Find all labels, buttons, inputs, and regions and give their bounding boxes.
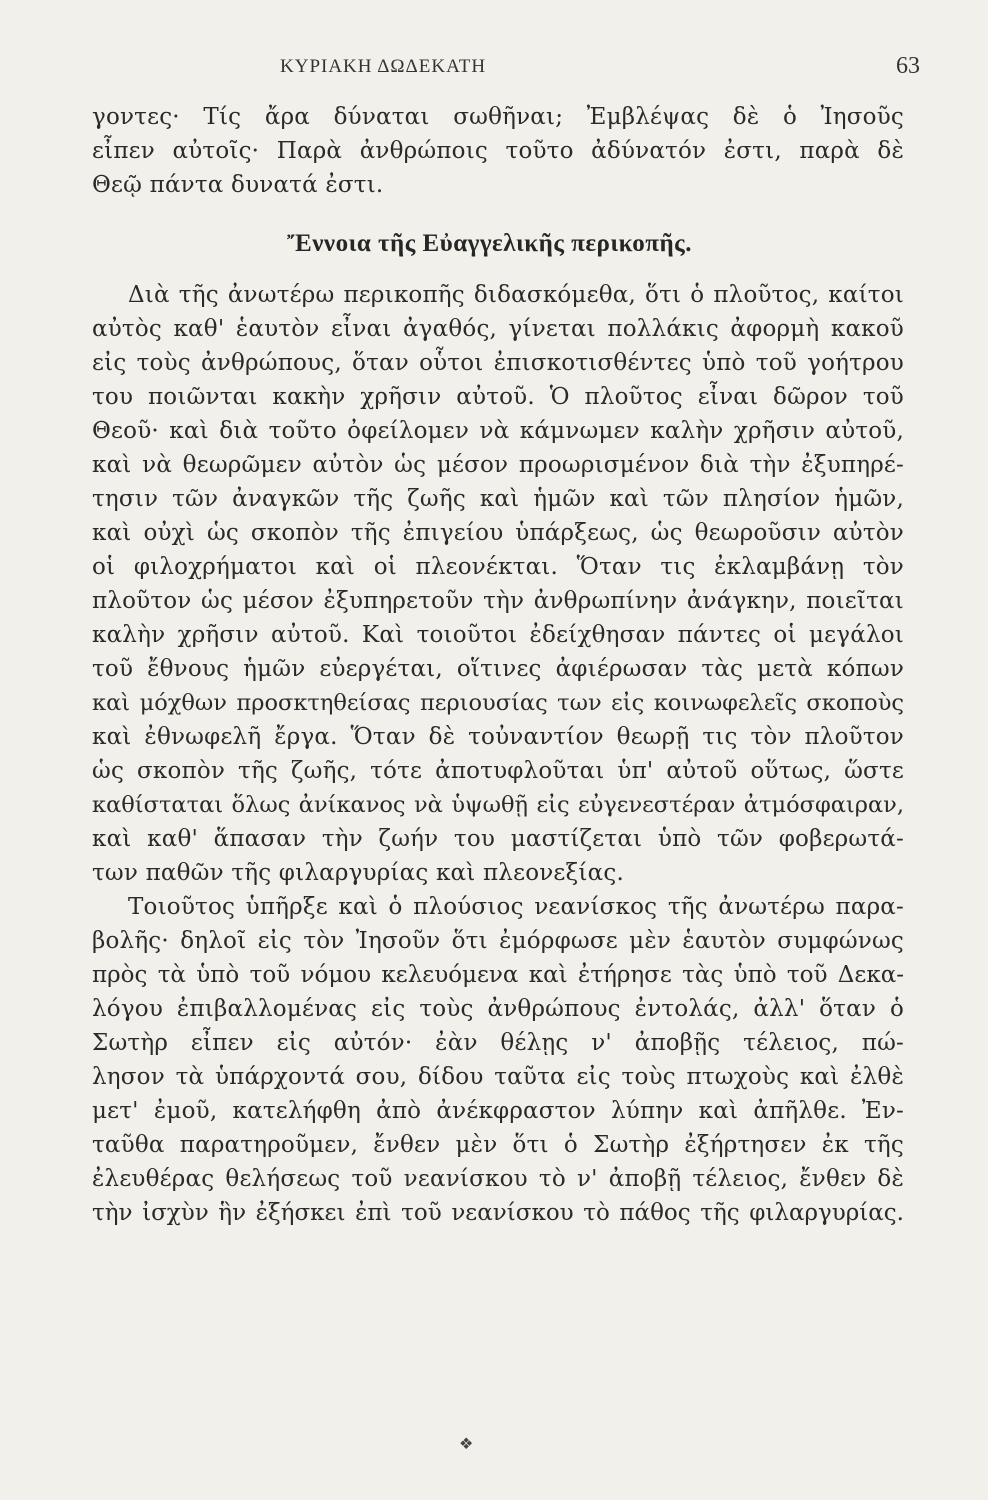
text-line: τὴν ἰσχὺν ἣν ἐξήσκει ἐπὶ τοῦ νεανίσκου τὸ πάθος τῆς φιλαργυρίας. xyxy=(92,1200,904,1226)
text-line: εἰς τοὺς ἀνθρώπους, ὅταν οὗτοι ἐπισκοτισθέντες ὑπὸ τοῦ γοήτρου xyxy=(92,350,904,376)
text-line: τησιν τῶν ἀναγκῶν τῆς ζωῆς καὶ ἡμῶν καὶ τῶν πλησίον ἡμῶν, xyxy=(92,486,904,512)
text-line: καλὴν χρῆσιν αὐτοῦ. Καὶ τοιοῦτοι ἐδείχθησαν πάντες οἱ μεγάλοι xyxy=(92,622,904,648)
text-line: εἶπεν αὐτοῖς· Παρὰ ἀνθρώποις τοῦτο ἀδύνατόν ἐστι, παρὰ δὲ xyxy=(92,138,904,164)
paragraph-1 xyxy=(92,100,904,202)
text-line: πρὸς τὰ ὑπὸ τοῦ νόμου κελευόμενα καὶ ἐτήρησε τὰς ὑπὸ τοῦ Δεκα- xyxy=(92,962,904,988)
text-line: ἐλευθέρας θελήσεως τοῦ νεανίσκου τὸ ν' ἀποβῇ τέλειος, ἔνθεν δὲ xyxy=(92,1166,904,1192)
paragraph-2 xyxy=(92,278,904,890)
text-line: οἱ φιλοχρήματοι καὶ οἱ πλεονέκται. Ὅταν τις ἐκλαμβάνῃ τὸν xyxy=(92,554,904,580)
running-head xyxy=(120,53,920,86)
text-line: ταῦθα παρατηροῦμεν, ἔνθεν μὲν ὅτι ὁ Σωτὴρ ἐξήρτησεν ἐκ τῆς xyxy=(92,1132,904,1158)
text-line: καὶ νὰ θεωρῶμεν αὐτὸν ὡς μέσον προωρισμένον διὰ τὴν ἐξυπηρέ- xyxy=(92,452,904,478)
text-line: καὶ μόχθων προσκτηθείσας περιουσίας των εἰς κοινωφελεῖς σκοποὺς xyxy=(92,690,904,716)
text-line: καθίσταται ὅλως ἀνίκανος νὰ ὑψωθῇ εἰς εὐγενεστέραν ἀτμόσφαιραν, xyxy=(92,792,904,818)
text-line: Σωτὴρ εἶπεν εἰς αὐτόν· ἐὰν θέλῃς ν' ἀποβῇς τέλειος, πώ- xyxy=(92,1030,904,1056)
text-line: καὶ ἐθνωφελῆ ἔργα. Ὅταν δὲ τοὐναντίον θεωρῇ τις τὸν πλοῦτον xyxy=(92,724,904,750)
text-line: Θεοῦ· καὶ διὰ τοῦτο ὀφείλομεν νὰ κάμνωμεν καλὴν χρῆσιν αὐτοῦ, xyxy=(92,418,904,444)
text-line: ὡς σκοπὸν τῆς ζωῆς, τότε ἀποτυφλοῦται ὑπ' αὐτοῦ οὕτως, ὥστε xyxy=(92,758,904,784)
text-line: του ποιῶνται κακὴν χρῆσιν αὐτοῦ. Ὁ πλοῦτος εἶναι δῶρον τοῦ xyxy=(92,384,904,410)
text-line: των παθῶν τῆς φιλαργυρίας καὶ πλεονεξίας. xyxy=(92,860,624,886)
text-line: καὶ οὐχὶ ὡς σκοπὸν τῆς ἐπιγείου ὑπάρξεως, ὡς θεωροῦσιν αὐτὸν xyxy=(92,520,904,546)
running-title: ΚΥΡΙΑΚΗ ΔΩΔΕΚΑΤΗ xyxy=(280,56,487,77)
text-line: Τοιοῦτος ὑπῆρξε καὶ ὁ πλούσιος νεανίσκος τῆς ἀνωτέρω παρα- xyxy=(128,894,904,920)
text-line: βολῆς· δηλοῖ εἰς τὸν Ἰησοῦν ὅτι ἐμόρφωσε μὲν ἑαυτὸν συμφώνως xyxy=(92,928,904,954)
text-line: πλοῦτον ὡς μέσον ἐξυπηρετοῦν τὴν ἀνθρωπίνην ἀνάγκην, ποιεῖται xyxy=(92,588,904,614)
text-line: λησον τὰ ὑπάρχοντά σου, δίδου ταῦτα εἰς τοὺς πτωχοὺς καὶ ἐλθὲ xyxy=(92,1064,904,1090)
text-line: μετ' ἐμοῦ, κατελήφθη ἀπὸ ἀνέκφραστον λύπην καὶ ἀπῆλθε. Ἐν- xyxy=(92,1098,904,1124)
section-heading: Ἔννοια τῆς Εὐαγγελικῆς περικοπῆς. xyxy=(287,230,692,257)
text-line: καὶ καθ' ἅπασαν τὴν ζωήν του μαστίζεται ὑπὸ τῶν φοβερωτά- xyxy=(92,826,904,852)
text-line: αὐτὸς καθ' ἑαυτὸν εἶναι ἀγαθός, γίνεται πολλάκις ἀφορμὴ κακοῦ xyxy=(92,316,904,342)
ornament-icon: ❖ xyxy=(459,1434,474,1453)
text-line: λόγου ἐπιβαλλομένας εἰς τοὺς ἀνθρώπους ἐντολάς, ἀλλ' ὅταν ὁ xyxy=(92,996,904,1022)
body-text xyxy=(92,100,904,1230)
page-number: 63 xyxy=(896,53,920,79)
text-line: Θεῷ πάντα δυνατά ἐστι. xyxy=(92,172,384,198)
paragraph-3 xyxy=(92,890,904,1230)
text-line: γοντες· Τίς ἄρα δύναται σωθῆναι; Ἐμβλέψας δὲ ὁ Ἰησοῦς xyxy=(92,104,904,130)
text-line: τοῦ ἔθνους ἡμῶν εὐεργέται, οἵτινες ἀφιέρωσαν τὰς μετὰ κόπων xyxy=(92,656,904,682)
text-line: Διὰ τῆς ἀνωτέρω περικοπῆς διδασκόμεθα, ὅτι ὁ πλοῦτος, καίτοι xyxy=(128,282,904,308)
